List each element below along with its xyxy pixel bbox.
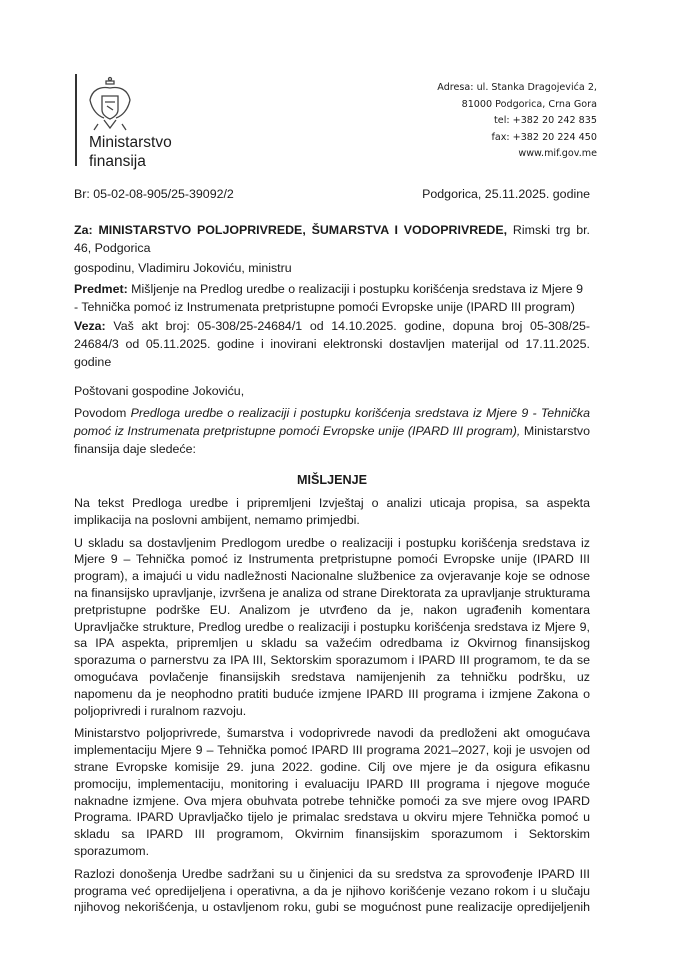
address-street: Adresa: ul. Stanka Dragojevića 2,: [437, 82, 597, 93]
recipient: [74, 221, 590, 257]
contact-address: [437, 80, 597, 163]
paragraph-4: Razlozi donošenja Uredbe sadržani su u činjenici da su sredstva za sprovođenje IPARD III programa već opredijeljena i operativna, a da je njihovo korišćenje vezano rokom i u slučaju njihovog nekorišćenja, u ostavljenom roku, gubi se mogućnost pune realizacije opredijeljenih: [74, 866, 590, 915]
address-website: www.mif.gov.me: [518, 148, 597, 160]
recipient-address: Rimski trg br. 46, Podgorica: [74, 223, 590, 255]
address-phone: tel: +382 20 242 835: [494, 115, 597, 127]
letter-body: [74, 221, 590, 916]
reference-link-text: Vaš akt broj: 05-308/25-24684/1 od 14.10.2025. godine, dopuna broj 05-308/25-24684/3 od 05.11.2025. godine i inovirani elektronski dostavljen materijal od 17.11.2025. godine: [74, 319, 590, 369]
letterhead-rule: [75, 74, 77, 166]
recipient-label: Za:: [74, 223, 93, 237]
ministry-name-line2: finansija: [89, 153, 146, 170]
recipient-attention: gospodinu, Vladimiru Jokoviću, ministru: [74, 261, 292, 275]
address-fax: fax: +382 20 224 450: [491, 131, 597, 143]
reference-link-label: Veza:: [74, 319, 106, 333]
paragraph-2: U skladu sa dostavljenim Predlogom uredbe o realizaciji i postupku korišćenja sredstava iz Mjere 9 – Tehnička pomoć iz Instrumenta pretpristupne pomoći Evropske unije (IPARD III program), a imajući u vidu nadležnosti Nacionalne službenice za ovjeravanje koje se odnose na finansijsko upravljanje, izvršena je analiza od strane Direktorata za upravljanje strukturama pretpristupne podrške EU. Analizom je utvrđeno da je, nakon ugrađenih komentara Upravljačke strukture, Predlog uredbe o realizaciji i postupku korišćenja sredstava iz Mjere 9, sa IPA aspekta, pripremljen u skladu sa važećim odredbama iz Okvirnog finansijskog sporazuma o parnerstvu za IPA III, Sektorskim sporazumom i IPARD III programom, te da se omogućava povlačenje finansijskih sredstava namijenjenih za tehničku podršku, uz napomenu da je neophodno pratiti buduće izmjene IPARD III programa i izmjene Zakona o poljoprivredi i ruralnom razvoju.: [74, 535, 590, 718]
reference-row: [74, 185, 590, 203]
paragraph-1: Na tekst Predloga uredbe i pripremljeni Izvještaj o analizi uticaja propisa, sa aspekta implikacija na poslovni ambijent, nemamo primjedbi.: [74, 496, 590, 527]
intro-prefix: Povodom: [74, 406, 131, 420]
ministry-name: [89, 133, 172, 171]
ministry-name-line1: Ministarstvo: [89, 134, 172, 151]
subject-label: Predmet:: [74, 282, 128, 296]
subject: [74, 280, 590, 316]
intro-document-title: Predloga uredbe o realizaciji i postupku korišćenja sredstava iz Mjere 9 - Tehnička pomoć iz Instrumenata pretpristupne pomoći Evropske unije (IPARD III program),: [74, 406, 590, 438]
coat-of-arms-icon: [86, 76, 134, 134]
recipient-name: MINISTARSTVO POLJOPRIVREDE, ŠUMARSTVA I VODOPRIVREDE,: [98, 223, 508, 237]
address-city: 81000 Podgorica, Crna Gora: [461, 98, 597, 110]
intro-paragraph: [74, 404, 590, 458]
place-date: Podgorica, 25.11.2025. godine: [422, 187, 590, 201]
subject-text: Mišljenje na Predlog uredbe o realizaciji i postupku korišćenja sredstava iz Mjere 9 - Tehnička pomoć iz Instrumenata pretpristupne pomoći Evropske unije (IPARD III program): [74, 282, 583, 314]
reference-number: Br: 05-02-08-905/25-39092/2: [74, 187, 234, 201]
opinion-heading: MIŠLJENJE: [297, 473, 367, 487]
paragraph-3: Ministarstvo poljoprivrede, šumarstva i vodoprivrede navodi da predloženi akt omogućava implementaciju Mjere 9 – Tehnička pomoć IPARD III programa 2021–2027, koji je usvojen od strane Evropske komisije 29. juna 2022. godine. Cilj ove mjere je da osigura efikasnu promociju, implementaciju, monitoring i evaluaciju IPARD III programa i njegove moguće naknadne izmjene. Ova mjera obuhvata potrebe tehničke pomoći za sve mjere ovog IPARD Programa. IPARD Upravljačko tijelo je primalac sredstava u okviru mjere Tehnička pomoć u skladu sa IPARD III programom, Okvirnim finansijskim sporazumom i Sektorskim sporazumom.: [74, 726, 590, 858]
salutation: Poštovani gospodine Jokoviću,: [74, 384, 245, 398]
intro-suffix: Ministarstvo finansija daje sledeće:: [74, 424, 591, 456]
reference-link: [74, 317, 590, 371]
